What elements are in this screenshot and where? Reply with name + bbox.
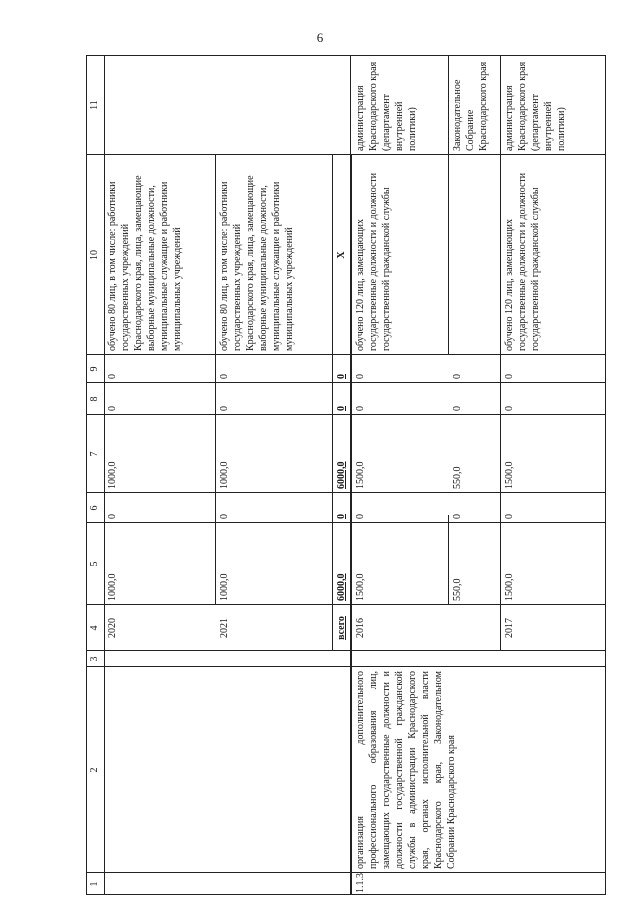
col-line-2 — [86, 666, 606, 667]
col-line-8 — [86, 382, 606, 383]
result-text: обучено 80 лиц, в том числе: работники государственных учреждений Краснодарского края, лица, замещающие выборные муниципальные должности, муниципальные служащие и работники муниципальных учреждений — [219, 172, 295, 351]
row-line-sub-1a — [448, 515, 449, 605]
total-local: 0 — [336, 406, 347, 411]
amount-local: 0 — [219, 406, 230, 411]
header-col-6: 6 — [89, 505, 100, 511]
item-number: 1.1.3 — [355, 873, 366, 893]
amount-other: 0 — [219, 374, 230, 379]
amount-federal: 0 — [107, 514, 118, 519]
executor: администрация Краснодарского края (департамент внутренней политики) — [504, 59, 567, 151]
result-text: обучено 120 лиц, замещающих государственные должности и должности государственной гражданской службы — [355, 170, 392, 351]
amount-other: 0 — [355, 374, 366, 379]
total-amount: 6000,0 — [336, 573, 347, 601]
year-cell: 2020 — [107, 618, 118, 638]
col-line-6 — [86, 492, 606, 493]
amount-other: 0 — [452, 374, 463, 379]
table-border-right — [86, 55, 606, 56]
amount-other: 0 — [504, 374, 515, 379]
col-line-7 — [86, 414, 606, 415]
result-text: обучено 120 лиц, замещающих государственные должности и должности государственной гражданской службы — [504, 170, 541, 351]
year-cell: 2017 — [504, 618, 515, 638]
amount-regional: 550,0 — [452, 466, 463, 489]
amount-local: 0 — [452, 406, 463, 411]
header-col-10: 10 — [89, 250, 100, 260]
row-line-item-start — [350, 155, 352, 895]
table-border-bottom — [605, 55, 606, 895]
amount-regional: 1000,0 — [107, 461, 118, 489]
table-border-top — [86, 55, 87, 895]
row-line-2017 — [500, 55, 501, 651]
header-col-4: 4 — [89, 625, 100, 631]
header-col-1: 1 — [89, 881, 100, 887]
year-cell: 2021 — [219, 618, 230, 638]
executor: Законодательное Собрание Краснодарского края — [452, 61, 489, 151]
item-title: организация дополнительного профессионального образования лиц, замещающих государственные должности и должности государственной гражданской службы в администрации Краснодарского края, органах исполнительной власти Краснодарского края, Законодательном Собрании Краснодарского края — [355, 668, 457, 869]
program-table — [86, 55, 606, 895]
result-text: обучено 80 лиц, в том числе: работники государственных учреждений Краснодарского края, лица, замещающие выборные муниципальные должности, муниципальные служащие и работники муниципальных учреждений — [107, 172, 183, 351]
amount-total: 1000,0 — [107, 573, 118, 601]
row-line-sub-1b — [448, 55, 449, 355]
total-label: всего — [336, 616, 347, 640]
amount-total: 1000,0 — [219, 573, 230, 601]
header-col-11: 11 — [89, 100, 100, 110]
amount-local: 0 — [504, 406, 515, 411]
header-col-9: 9 — [89, 366, 100, 372]
amount-federal: 0 — [452, 514, 463, 519]
col-line-5 — [86, 522, 606, 523]
amount-federal: 0 — [355, 514, 366, 519]
year-cell: 2016 — [355, 618, 366, 638]
col-line-1 — [86, 872, 606, 873]
amount-regional: 1500,0 — [355, 461, 366, 489]
header-col-5: 5 — [89, 561, 100, 567]
header-separator — [104, 55, 105, 895]
rotated-table-area — [86, 55, 606, 895]
amount-total: 1500,0 — [355, 573, 366, 601]
row-line-2021 — [215, 155, 216, 605]
amount-local: 0 — [355, 406, 366, 411]
amount-total: 550,0 — [452, 578, 463, 601]
page-number: 6 — [316, 30, 324, 45]
amount-federal: 0 — [504, 514, 515, 519]
header-col-7: 7 — [89, 451, 100, 457]
total-regional: 6000,0 — [336, 461, 347, 489]
amount-regional: 1000,0 — [219, 461, 230, 489]
amount-other: 0 — [107, 374, 118, 379]
amount-total: 1500,0 — [504, 573, 515, 601]
executor: администрация Краснодарского края (департамент внутренней политики) — [355, 59, 418, 151]
total-result-mark: X — [336, 251, 347, 259]
total-federal: 0 — [336, 514, 347, 519]
total-other: 0 — [336, 374, 347, 379]
table-border-left — [86, 894, 606, 895]
amount-regional: 1500,0 — [504, 461, 515, 489]
header-col-2: 2 — [89, 767, 100, 773]
header-col-3: 3 — [89, 656, 100, 662]
header-col-8: 8 — [89, 396, 100, 402]
amount-federal: 0 — [219, 514, 230, 519]
amount-local: 0 — [107, 406, 118, 411]
row-line-item-start-c11 — [350, 55, 351, 155]
row-line-total — [332, 155, 333, 651]
